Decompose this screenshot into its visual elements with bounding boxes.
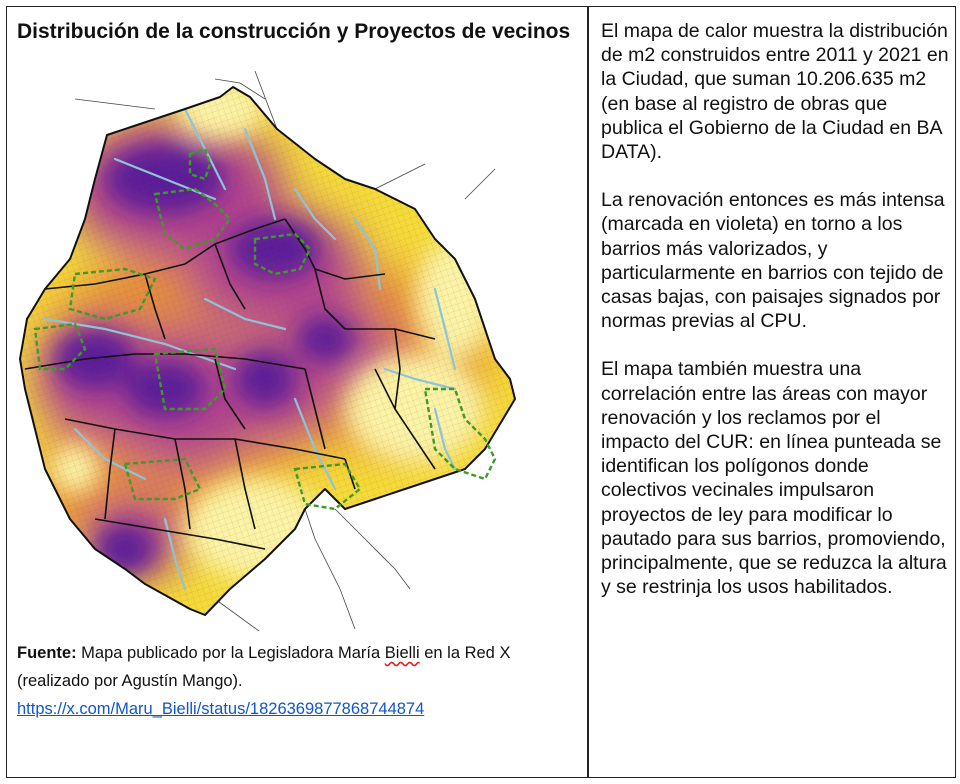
paragraph-correlation: El mapa también muestra una correlación entre las áreas con mayor renovación y los reclamos por el impacto del CUR: en línea punteada se identifican los polígonos donde colectivos vecinales impulsaron proyectos de ley para modificar lo pautado para sus barrios, promoviendo, principalmente, que se reduzca la altura y se restrinja los usos habilitados. [601, 358, 947, 599]
paragraph-renovation: La renovación entonces es más intensa (marcada en violeta) en torno a los barrios más valorizados, y particularmente en barrios con tejido de casas bajas, con paisajes signados por normas previas al CPU. [601, 189, 945, 333]
map-title: Distribución de la construcción y Proyectos de vecinos [17, 20, 571, 43]
map-source-caption [17, 639, 579, 723]
caption-name-underlined: Bielli [384, 644, 420, 662]
paragraph-heatmap: El mapa de calor muestra la distribución de m2 construidos entre 2011 y 2021 en la Ciudad, que suman 10.206.635 m2 (en base al registro de obras que publica el Gobierno de la Ciudad en BA DATA). [601, 20, 949, 164]
description-text [601, 19, 949, 623]
caption-text-after: en la Red X (realizado por Agustín Mango). [17, 644, 511, 690]
heat-layer [15, 69, 585, 631]
caption-label: Fuente: [17, 644, 77, 662]
right-cell [589, 7, 955, 777]
left-cell [7, 7, 587, 777]
source-link[interactable]: https://x.com/Maru_Bielli/status/1826369877868744874 [17, 700, 425, 718]
caption-text-before: Mapa publicado por la Legisladora María [76, 644, 385, 662]
two-column-table [6, 6, 956, 778]
heat-map-buenos-aires [15, 69, 585, 631]
